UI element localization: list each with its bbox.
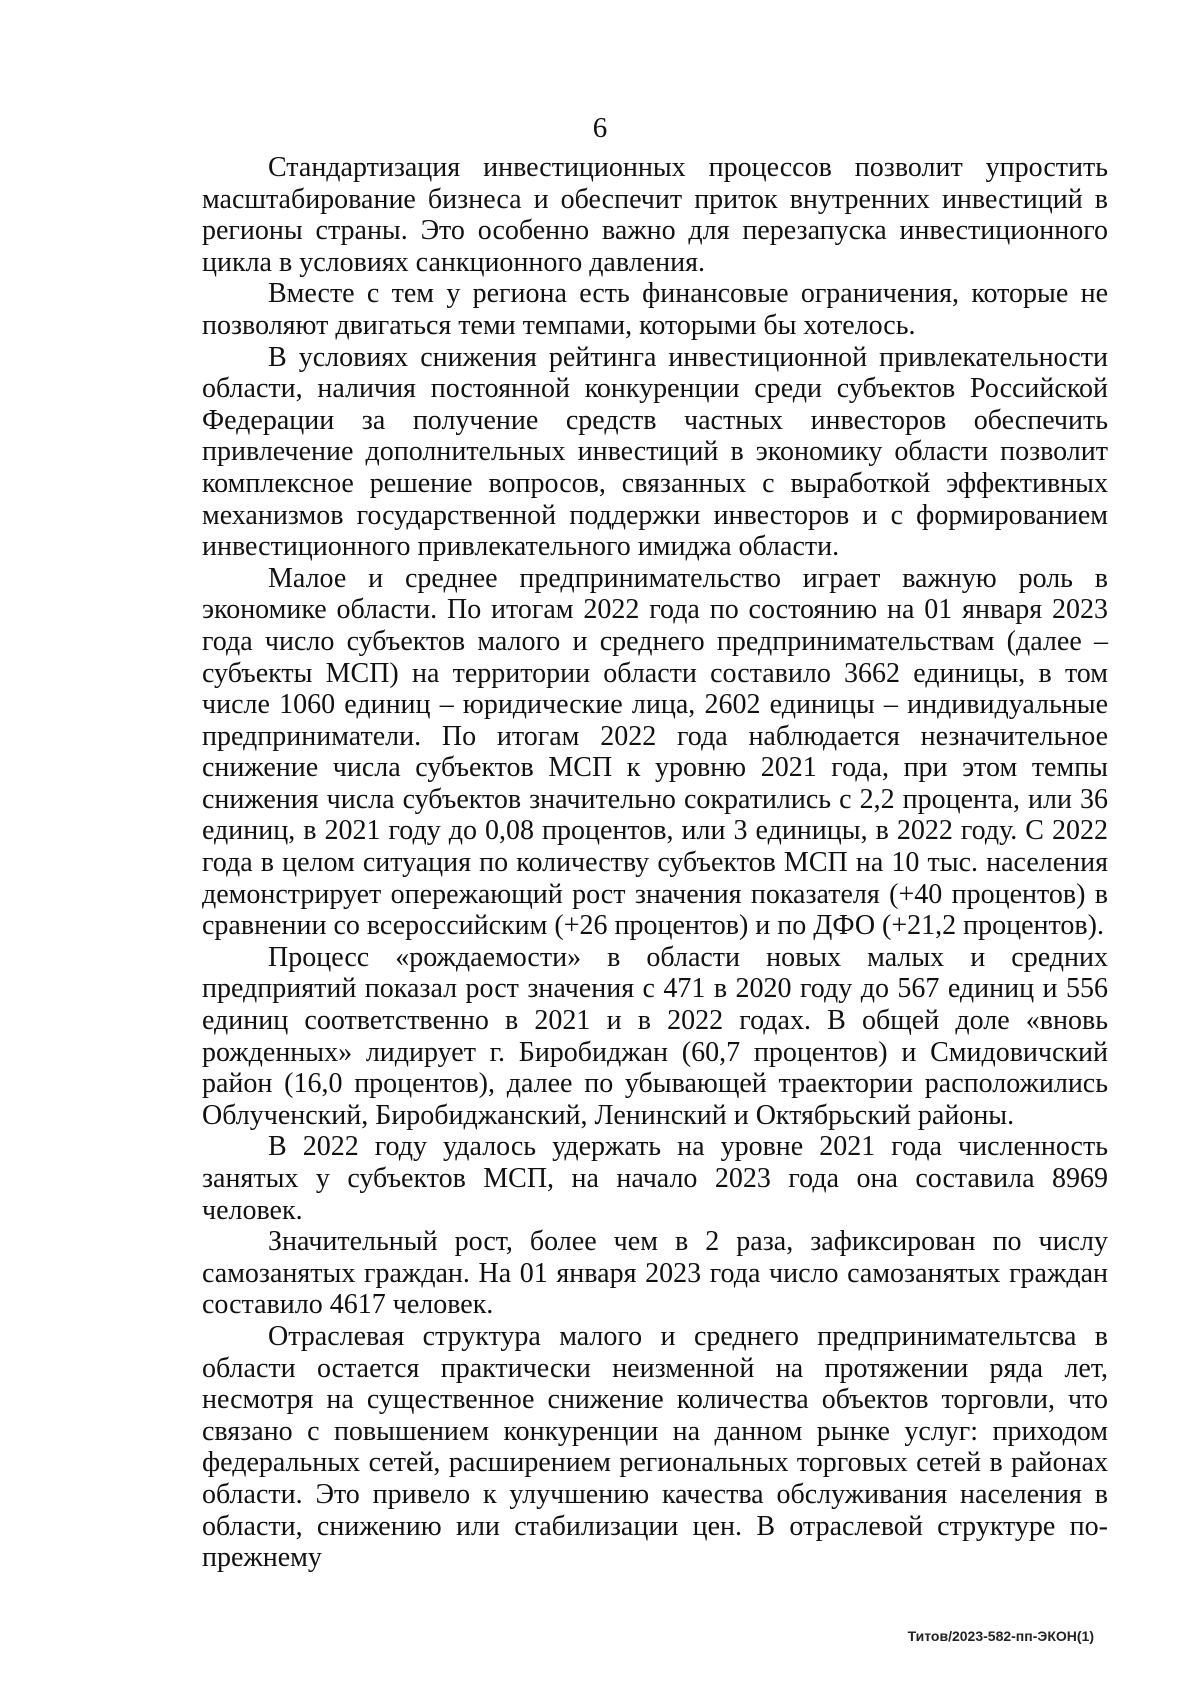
page-number: 6 [592,112,608,144]
paragraph-self-employed: Значительный рост, более чем в 2 раза, зафиксирован по числу самозанятых граждан. На 01 января 2023 года число самозанятых граждан составило 4617 человек. [202,1226,1108,1321]
document-reference: Титов/2023-582-пп-ЭКОН(1) [907,1628,1094,1644]
paragraph-investment-attractiveness: В условиях снижения рейтинга инвестиционной привлекательности области, наличия постоянной конкуренции среди субъектов Российской Федерации за получение средств частных инвесторов обеспечить привлечение дополнительных инвестиций в экономику области позволит комплексное решение вопросов, связанных с выработкой эффективных механизмов государственной поддержки инвесторов и с формированием инвестиционного привлекательного имиджа области. [202,341,1108,563]
paragraph-sector-structure: Отраслевая структура малого и среднего предпринимательтсва в области остается практически неизменной на протяжении ряда лет, несмотря на существенное снижение количества объектов торговли, что связано с повышением конкуренции на данном рынке услуг: приходом федеральных сетей, расширением региональных торговых сетей в районах области. Это привело к улучшению качества обслуживания населения в области, снижению или стабилизации цен. В отраслевой структуре по-прежнему [202,1320,1108,1574]
paragraph-new-enterprises: Процесс «рождаемости» в области новых малых и средних предприятий показал рост значения с 471 в 2020 году до 567 единиц и 556 единиц соответственно в 2021 и в 2022 годах. В общей доле «вновь рожденных» лидирует г. Биробиджан (60,7 процентов) и Смидовичский район (16,0 процентов), далее по убывающей траектории расположились Облученский, Биробиджанский, Ленинский и Октябрьский районы. [202,941,1108,1131]
paragraph-standardization: Стандартизация инвестиционных процессов позволит упростить масштабирование бизнеса и обеспечит приток внутренних инвестиций в регионы страны. Это особенно важно для перезапуска инвестиционного цикла в условиях санкционного давления. [202,152,1108,278]
paragraph-sme-statistics: Малое и среднее предпринимательство играет важную роль в экономике области. По итогам 2022 года по состоянию на 01 января 2023 года число субъектов малого и среднего предпринимательствам (далее – субъекты МСП) на территории области составило 3662 единицы, в том числе 1060 единиц – юридические лица, 2602 единицы – индивидуальные предприниматели. По итогам 2022 года наблюдается незначительное снижение числа субъектов МСП к уровню 2021 года, при этом темпы снижения числа субъектов значительно сократились с 2,2 процента, или 36 единиц, в 2021 году до 0,08 процентов, или 3 единицы, в 2022 году. С 2022 года в целом ситуация по количеству субъектов МСП на 10 тыс. населения демонстрирует опережающий рост значения показателя (+40 процентов) в сравнении со всероссийским (+26 процентов) и по ДФО (+21,2 процентов). [202,562,1108,942]
paragraph-financial-constraints: Вместе с тем у региона есть финансовые ограничения, которые не позволяют двигаться теми темпами, которыми бы хотелось. [202,278,1108,341]
paragraph-sme-employment: В 2022 году удалось удержать на уровне 2021 года численность занятых у субъектов МСП, на начало 2023 года она составила 8969 человек. [202,1131,1108,1226]
document-body [202,152,1108,1574]
